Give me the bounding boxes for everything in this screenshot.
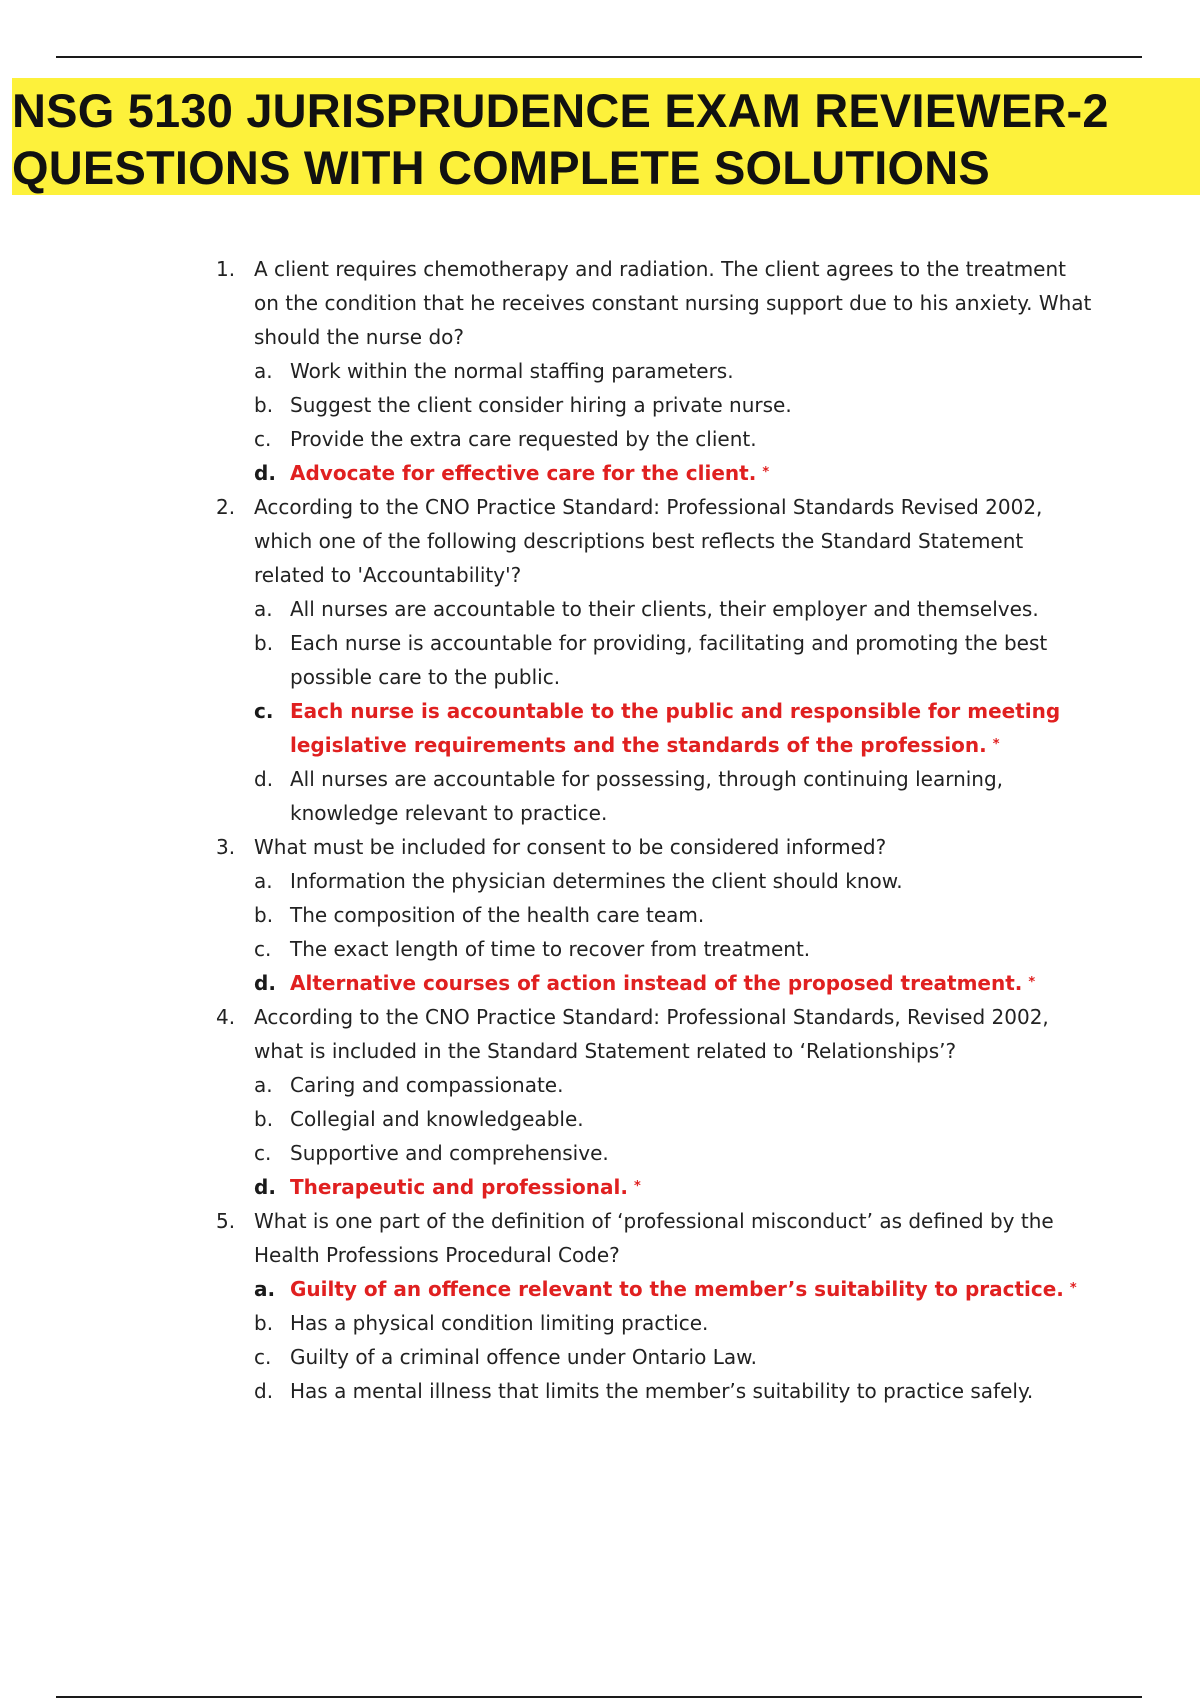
answer-option bbox=[254, 1374, 1096, 1408]
option-letter: c. bbox=[254, 427, 272, 451]
answer-marker: * bbox=[762, 465, 770, 480]
option-text: The composition of the health care team. bbox=[290, 903, 705, 927]
option-text: Each nurse is accountable for providing, facilitating and promoting the best possible care to the public. bbox=[290, 631, 1048, 689]
option-letter: b. bbox=[254, 631, 274, 655]
option-letter: a. bbox=[254, 1277, 276, 1301]
question-text: According to the CNO Practice Standard: Professional Standards Revised 2002, which one of the following descriptions best reflects the Standard Statement related to 'Accountability'? bbox=[254, 495, 1043, 587]
answer-option bbox=[254, 388, 1096, 422]
option-text: Supportive and comprehensive. bbox=[290, 1141, 609, 1165]
answer-marker: * bbox=[1028, 975, 1036, 990]
correct-answer-option bbox=[254, 966, 1096, 1000]
bottom-divider bbox=[56, 1696, 1142, 1698]
question-text: What is one part of the definition of ‘professional misconduct’ as defined by the Health Professions Procedural Code? bbox=[254, 1209, 1054, 1267]
option-text: Therapeutic and professional. bbox=[290, 1175, 628, 1199]
answer-marker: * bbox=[633, 1179, 641, 1194]
answer-option bbox=[254, 1068, 1096, 1102]
answer-option bbox=[254, 1102, 1096, 1136]
option-letter: b. bbox=[254, 1107, 274, 1131]
answer-marker: * bbox=[992, 737, 1000, 752]
correct-answer-option bbox=[254, 1170, 1096, 1204]
answer-option bbox=[254, 422, 1096, 456]
option-letter: a. bbox=[254, 359, 273, 383]
option-letter: d. bbox=[254, 767, 274, 791]
option-letter: b. bbox=[254, 903, 274, 927]
question-number: 2. bbox=[216, 495, 236, 519]
option-text: All nurses are accountable for possessing, through continuing learning, knowledge relevant to practice. bbox=[290, 767, 1004, 825]
question-item bbox=[216, 830, 1096, 1000]
option-text: Advocate for effective care for the client. bbox=[290, 461, 757, 485]
answer-option bbox=[254, 1136, 1096, 1170]
question-text: According to the CNO Practice Standard: Professional Standards, Revised 2002, what is included in the Standard Statement related to ‘Relationships’? bbox=[254, 1005, 1049, 1063]
question-number: 1. bbox=[216, 257, 236, 281]
option-letter: a. bbox=[254, 869, 273, 893]
answer-option bbox=[254, 864, 1096, 898]
answer-options bbox=[254, 1272, 1096, 1408]
option-text: Guilty of a criminal offence under Ontario Law. bbox=[290, 1345, 757, 1369]
option-letter: b. bbox=[254, 393, 274, 417]
option-text: Work within the normal staffing parameters. bbox=[290, 359, 734, 383]
document-title-line-2: QUESTIONS WITH COMPLETE SOLUTIONS bbox=[12, 141, 990, 194]
option-text: Alternative courses of action instead of the proposed treatment. bbox=[290, 971, 1023, 995]
option-text: All nurses are accountable to their clients, their employer and themselves. bbox=[290, 597, 1039, 621]
correct-answer-option bbox=[254, 456, 1096, 490]
option-letter: c. bbox=[254, 699, 274, 723]
question-item bbox=[216, 1204, 1096, 1408]
question-item bbox=[216, 490, 1096, 830]
option-letter: d. bbox=[254, 1379, 274, 1403]
answer-option bbox=[254, 626, 1096, 694]
correct-answer-option bbox=[254, 694, 1096, 762]
answer-options bbox=[254, 864, 1096, 1000]
answer-option bbox=[254, 1340, 1096, 1374]
option-letter: b. bbox=[254, 1311, 274, 1335]
question-number: 4. bbox=[216, 1005, 236, 1029]
answer-options bbox=[254, 592, 1096, 830]
option-text: Collegial and knowledgeable. bbox=[290, 1107, 584, 1131]
option-text: The exact length of time to recover from treatment. bbox=[290, 937, 811, 961]
answer-option bbox=[254, 898, 1096, 932]
option-text: Information the physician determines the client should know. bbox=[290, 869, 903, 893]
option-text: Each nurse is accountable to the public and responsible for meeting legislative requirements and the standards of the profession. bbox=[290, 699, 1061, 757]
answer-option bbox=[254, 592, 1096, 626]
correct-answer-option bbox=[254, 1272, 1096, 1306]
question-item bbox=[216, 252, 1096, 490]
answer-option bbox=[254, 354, 1096, 388]
question-number: 5. bbox=[216, 1209, 236, 1233]
option-letter: a. bbox=[254, 1073, 273, 1097]
option-letter: c. bbox=[254, 1345, 272, 1369]
top-divider bbox=[56, 56, 1142, 58]
question-number: 3. bbox=[216, 835, 236, 859]
question-text: A client requires chemotherapy and radiation. The client agrees to the treatment on the condition that he receives constant nursing support due to his anxiety. What should the nurse do? bbox=[254, 257, 1092, 349]
answer-option bbox=[254, 1306, 1096, 1340]
answer-marker: * bbox=[1069, 1281, 1077, 1296]
option-letter: a. bbox=[254, 597, 273, 621]
option-letter: c. bbox=[254, 1141, 272, 1165]
option-text: Has a physical condition limiting practice. bbox=[290, 1311, 709, 1335]
option-letter: d. bbox=[254, 971, 276, 995]
question-item bbox=[216, 1000, 1096, 1204]
answer-option bbox=[254, 762, 1096, 830]
option-letter: d. bbox=[254, 1175, 276, 1199]
option-text: Has a mental illness that limits the member’s suitability to practice safely. bbox=[290, 1379, 1034, 1403]
document-title-line-1: NSG 5130 JURISPRUDENCE EXAM REVIEWER-2 bbox=[12, 84, 1109, 137]
option-text: Suggest the client consider hiring a private nurse. bbox=[290, 393, 792, 417]
title-banner bbox=[12, 78, 1200, 195]
question-text: What must be included for consent to be considered informed? bbox=[254, 835, 887, 859]
option-letter: d. bbox=[254, 461, 276, 485]
answer-option bbox=[254, 932, 1096, 966]
option-text: Guilty of an offence relevant to the member’s suitability to practice. bbox=[290, 1277, 1064, 1301]
answer-options bbox=[254, 1068, 1096, 1204]
option-letter: c. bbox=[254, 937, 272, 961]
answer-options bbox=[254, 354, 1096, 490]
option-text: Caring and compassionate. bbox=[290, 1073, 564, 1097]
option-text: Provide the extra care requested by the client. bbox=[290, 427, 757, 451]
question-list bbox=[216, 252, 1096, 1408]
